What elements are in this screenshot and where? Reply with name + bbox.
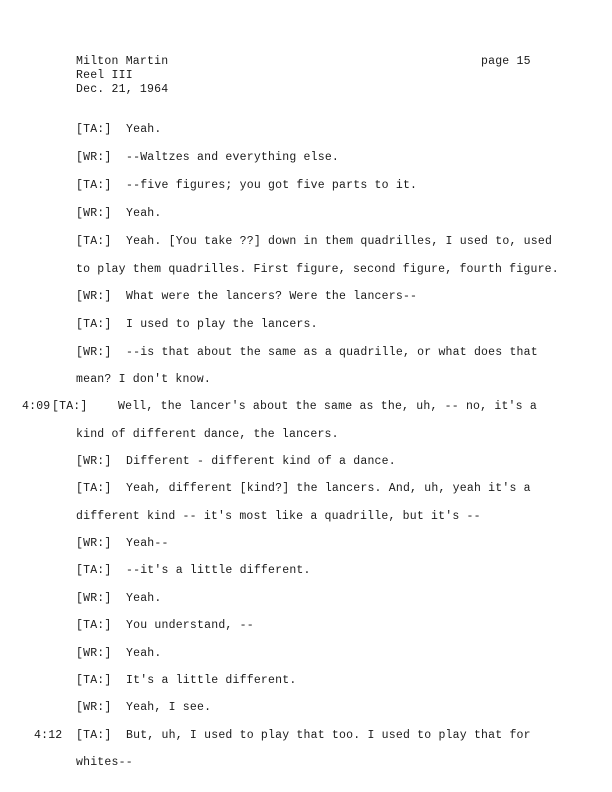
utterance-text: Yeah. [126,123,162,136]
speaker-label: [WR:] [76,647,112,660]
utterance-text: Yeah, I see. [126,701,212,714]
utterance-text: Different - different kind of a dance. [126,455,396,468]
utterance-continuation: kind of different dance, the lancers. [76,428,339,441]
speaker-label: [WR:] [76,455,112,468]
speaker-label: [TA:] [76,482,112,495]
speaker-label: [TA:] [76,235,112,248]
utterance-text: --it's a little different. [126,564,311,577]
interviewee-name: Milton Martin [76,55,169,68]
speaker-label: [WR:] [76,537,112,550]
header-block [76,55,168,97]
speaker-label: [TA:] [76,729,112,742]
speaker-label: [TA:] [76,318,112,331]
reel-number: Reel III [76,69,133,82]
utterance-text: It's a little different. [126,674,297,687]
speaker-label: [TA:] [76,674,112,687]
speaker-label: [TA:] [76,619,112,632]
utterance-text: Yeah-- [126,537,169,550]
page-number: page 15 [481,55,531,68]
speaker-label: [WR:] [76,290,112,303]
speaker-label: [WR:] [76,701,112,714]
utterance-continuation: different kind -- it's most like a quadrille, but it's -- [76,510,481,523]
utterance-continuation: whites-- [76,756,133,769]
utterance-text: But, uh, I used to play that too. I used to play that for [126,729,531,742]
utterance-text: What were the lancers? Were the lancers-- [126,290,418,303]
speaker-label: [WR:] [76,207,112,220]
utterance-text: Yeah. [126,647,162,660]
utterance-text: You understand, -- [126,619,254,632]
speaker-label: [TA:] [52,400,88,413]
utterance-continuation: mean? I don't know. [76,373,211,386]
speaker-label: [WR:] [76,151,112,164]
utterance-text: --Waltzes and everything else. [126,151,340,164]
timecode: 4:12 [34,729,63,742]
speaker-label: [WR:] [76,346,112,359]
utterance-text: Yeah. [126,592,162,605]
interview-date: Dec. 21, 1964 [76,83,169,96]
utterance-text: Yeah. [126,207,162,220]
utterance-text: I used to play the lancers. [126,318,318,331]
utterance-text: Well, the lancer's about the same as the, uh, -- no, it's a [118,400,537,413]
utterance-text: Yeah, different [kind?] the lancers. And, uh, yeah it's a [126,482,531,495]
speaker-label: [TA:] [76,179,112,192]
utterance-continuation: to play them quadrilles. First figure, second figure, fourth figure. [76,263,559,276]
utterance-text: --is that about the same as a quadrille, or what does that [126,346,538,359]
speaker-label: [TA:] [76,123,112,136]
speaker-label: [WR:] [76,592,112,605]
timecode: 4:09 [22,400,51,413]
utterance-text: Yeah. [You take ??] down in them quadrilles, I used to, used [126,235,553,248]
speaker-label: [TA:] [76,564,112,577]
utterance-text: --five figures; you got five parts to it. [126,179,418,192]
